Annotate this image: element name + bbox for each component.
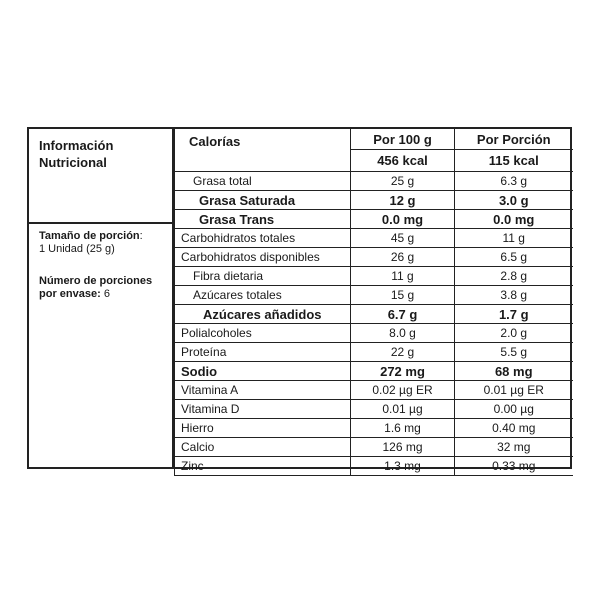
nutrient-label: Carbohidratos totales — [175, 229, 351, 248]
nutrient-label: Vitamina A — [175, 381, 351, 400]
nutrient-row — [175, 172, 573, 191]
nutrient-per100: 11 g — [351, 267, 455, 286]
servings-per-container — [39, 275, 159, 301]
nutrient-per100: 0.01 µg — [351, 400, 455, 419]
nutrient-label: Grasa total — [175, 172, 351, 191]
nutrient-per100: 8.0 g — [351, 324, 455, 343]
nutrient-label: Proteína — [175, 343, 351, 362]
nutrient-perserving: 6.3 g — [455, 172, 573, 191]
nutrient-label: Grasa Trans — [175, 210, 351, 229]
nutrient-per100: 1.6 mg — [351, 419, 455, 438]
nutrient-perserving: 32 mg — [455, 438, 573, 457]
nutrient-perserving: 3.8 g — [455, 286, 573, 305]
servings-value: 6 — [103, 288, 110, 300]
nutrient-per100: 45 g — [351, 229, 455, 248]
serving-size — [39, 230, 143, 256]
nutrient-perserving: 11 g — [455, 229, 573, 248]
nutrient-perserving: 0.0 mg — [455, 210, 573, 229]
nutrient-per100: 15 g — [351, 286, 455, 305]
nutrient-row — [175, 305, 573, 324]
nutrient-perserving: 5.5 g — [455, 343, 573, 362]
nutrient-label: Polialcoholes — [175, 324, 351, 343]
nutrient-perserving: 2.0 g — [455, 324, 573, 343]
nutrient-row — [175, 191, 573, 210]
nutrient-label: Vitamina D — [175, 400, 351, 419]
col-perserving-header: Por Porción — [455, 129, 573, 150]
nutrient-per100: 1.3 mg — [351, 457, 455, 476]
nutrient-perserving: 0.40 mg — [455, 419, 573, 438]
nutrient-row — [175, 210, 573, 229]
panel-sidebar — [29, 129, 172, 467]
nutrient-per100: 126 mg — [351, 438, 455, 457]
nutrient-row — [175, 343, 573, 362]
nutrient-row — [175, 419, 573, 438]
nutrient-perserving: 0.01 µg ER — [455, 381, 573, 400]
nutrient-label: Azúcares totales — [175, 286, 351, 305]
nutrient-row — [175, 362, 573, 381]
nutrient-label: Zinc — [175, 457, 351, 476]
servings-label: Número de porciones por envase: — [39, 275, 153, 300]
nutrient-label: Hierro — [175, 419, 351, 438]
nutrient-perserving: 68 mg — [455, 362, 573, 381]
nutrient-row — [175, 229, 573, 248]
nutrient-row — [175, 286, 573, 305]
nutrient-row — [175, 381, 573, 400]
nutrient-row — [175, 324, 573, 343]
nutrient-row — [175, 248, 573, 267]
nutrient-label: Carbohidratos disponibles — [175, 248, 351, 267]
kcal-perserving: 115 kcal — [455, 150, 573, 172]
sidebar-divider — [29, 222, 172, 224]
nutrient-perserving: 2.8 g — [455, 267, 573, 286]
nutrient-per100: 272 mg — [351, 362, 455, 381]
nutrition-facts-panel — [27, 127, 572, 473]
nutrient-label: Sodio — [175, 362, 351, 381]
serving-size-label: Tamaño de porción — [39, 230, 140, 242]
serving-size-value: 1 Unidad (25 g) — [39, 243, 115, 255]
nutrient-label: Azúcares añadidos — [175, 305, 351, 324]
nutrient-per100: 0.0 mg — [351, 210, 455, 229]
nutrition-table-wrap — [172, 129, 570, 473]
header-row — [175, 129, 573, 150]
nutrient-perserving: 0.33 mg — [455, 457, 573, 476]
calories-label: Calorías — [175, 129, 351, 172]
nutrient-per100: 25 g — [351, 172, 455, 191]
nutrient-label: Calcio — [175, 438, 351, 457]
nutrient-perserving: 3.0 g — [455, 191, 573, 210]
panel-title: Información Nutricional — [39, 138, 114, 170]
nutrient-row — [175, 438, 573, 457]
nutrient-perserving: 0.00 µg — [455, 400, 573, 419]
nutrient-row — [175, 267, 573, 286]
nutrition-table — [174, 129, 573, 476]
nutrient-perserving: 1.7 g — [455, 305, 573, 324]
nutrient-label: Grasa Saturada — [175, 191, 351, 210]
nutrient-row — [175, 457, 573, 476]
kcal-per100: 456 kcal — [351, 150, 455, 172]
nutrient-perserving: 6.5 g — [455, 248, 573, 267]
col-per100-header: Por 100 g — [351, 129, 455, 150]
serving-size-colon: : — [139, 230, 143, 242]
nutrient-row — [175, 400, 573, 419]
nutrient-label: Fibra dietaria — [175, 267, 351, 286]
nutrient-per100: 12 g — [351, 191, 455, 210]
nutrient-per100: 0.02 µg ER — [351, 381, 455, 400]
nutrient-per100: 26 g — [351, 248, 455, 267]
nutrient-per100: 22 g — [351, 343, 455, 362]
nutrient-per100: 6.7 g — [351, 305, 455, 324]
